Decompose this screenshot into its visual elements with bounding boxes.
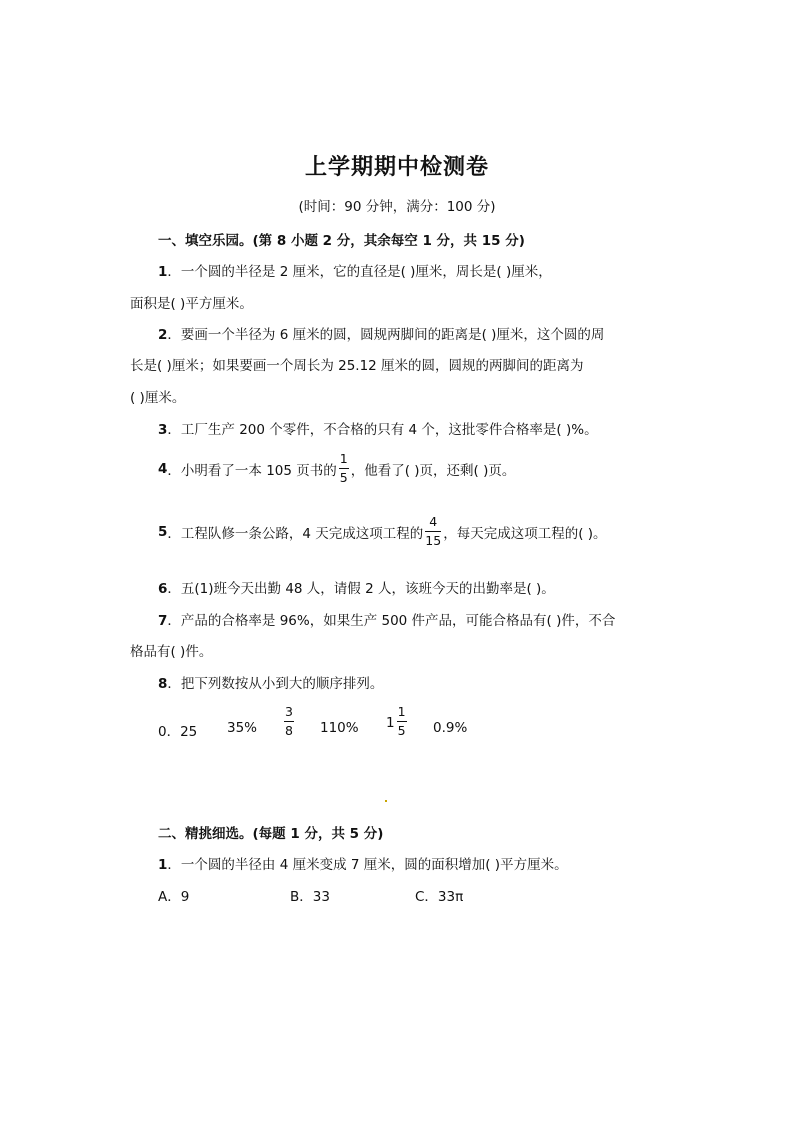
fraction <box>425 516 441 547</box>
denominator: 15 <box>425 532 442 548</box>
question-text-after: ，他看了( )页，还剩( )页。 <box>350 462 516 479</box>
exam-info: (时间：90 分钟，满分：100 分) <box>298 199 496 215</box>
question-1-1-line1 <box>158 260 552 280</box>
page-title: 上学期期中检测卷 <box>304 155 489 180</box>
whole-part: 1 <box>386 714 395 731</box>
question-1-7-line1 <box>158 609 615 629</box>
section1-heading: 一、填空乐园。(第 8 小题 2 分，其余每空 1 分，共 15 分) <box>158 233 525 249</box>
option-b: B．33 <box>290 889 330 905</box>
option-a: A．9 <box>158 889 190 905</box>
mixed-number <box>386 706 409 737</box>
fraction <box>284 706 294 737</box>
numerator: 1 <box>397 706 407 722</box>
question-number: 3 <box>158 422 168 438</box>
question-1-4 <box>158 453 515 484</box>
question-text: ．要画一个半径为 6 厘米的圆，圆规两脚间的距离是( )厘米，这个圆的周 <box>167 327 605 343</box>
option-c: C．33π <box>415 889 464 905</box>
question-text: ．五(1)班今天出勤 48 人，请假 2 人，该班今天的出勤率是( )。 <box>167 581 555 597</box>
question-1-2-line1 <box>158 323 604 343</box>
denominator: 5 <box>397 722 406 738</box>
question-1-2-line3: ( )厘米。 <box>130 390 186 406</box>
question-number: 7 <box>158 613 168 629</box>
number-item: 0．25 <box>158 724 198 740</box>
fraction <box>397 706 407 737</box>
fraction <box>339 453 349 484</box>
stray-dot <box>385 800 387 802</box>
question-text: ．工厂生产 200 个零件，不合格的只有 4 个，这批零件合格率是( )%。 <box>167 422 598 438</box>
number-item: 110% <box>320 720 359 736</box>
question-1-1-line2: 面积是( )平方厘米。 <box>130 296 253 312</box>
question-number: 4 <box>158 460 168 477</box>
question-2-1 <box>158 853 568 873</box>
number-item: 0.9% <box>433 720 468 736</box>
question-1-7-line2: 格品有( )件。 <box>130 644 213 660</box>
number-item: 35% <box>227 720 258 736</box>
question-number: 5 <box>158 523 168 540</box>
question-1-6 <box>158 577 555 597</box>
question-text-before: ．小明看了一本 105 页书的 <box>167 462 337 479</box>
numerator: 3 <box>284 706 294 722</box>
numerator: 4 <box>425 516 441 532</box>
question-number: 1 <box>158 857 168 873</box>
question-number: 1 <box>158 264 168 280</box>
question-1-2-line2: 长是( )厘米；如果要画一个周长为 25.12 厘米的圆，圆规的两脚间的距离为 <box>130 358 584 374</box>
question-text: ．一个圆的半径由 4 厘米变成 7 厘米，圆的面积增加( )平方厘米。 <box>167 857 568 873</box>
question-text: ．把下列数按从小到大的顺序排列。 <box>167 676 384 692</box>
numerator: 1 <box>339 453 349 469</box>
question-number: 8 <box>158 676 168 692</box>
question-text: ．一个圆的半径是 2 厘米，它的直径是( )厘米，周长是( )厘米， <box>167 264 552 280</box>
question-1-8 <box>158 672 383 692</box>
denominator: 5 <box>339 469 348 485</box>
denominator: 8 <box>285 722 293 738</box>
question-text-after: ，每天完成这项工程的( )。 <box>443 525 607 542</box>
question-number: 2 <box>158 327 168 343</box>
question-number: 6 <box>158 581 168 597</box>
section2-heading: 二、精挑细选。(每题 1 分，共 5 分) <box>158 826 384 842</box>
number-list <box>158 706 498 750</box>
question-1-5 <box>158 516 607 547</box>
question-text: ．产品的合格率是 96%，如果生产 500 件产品，可能合格品有( )件，不合 <box>167 613 616 629</box>
question-1-3 <box>158 418 598 438</box>
question-text-before: ．工程队修一条公路，4 天完成这项工程的 <box>167 525 424 542</box>
